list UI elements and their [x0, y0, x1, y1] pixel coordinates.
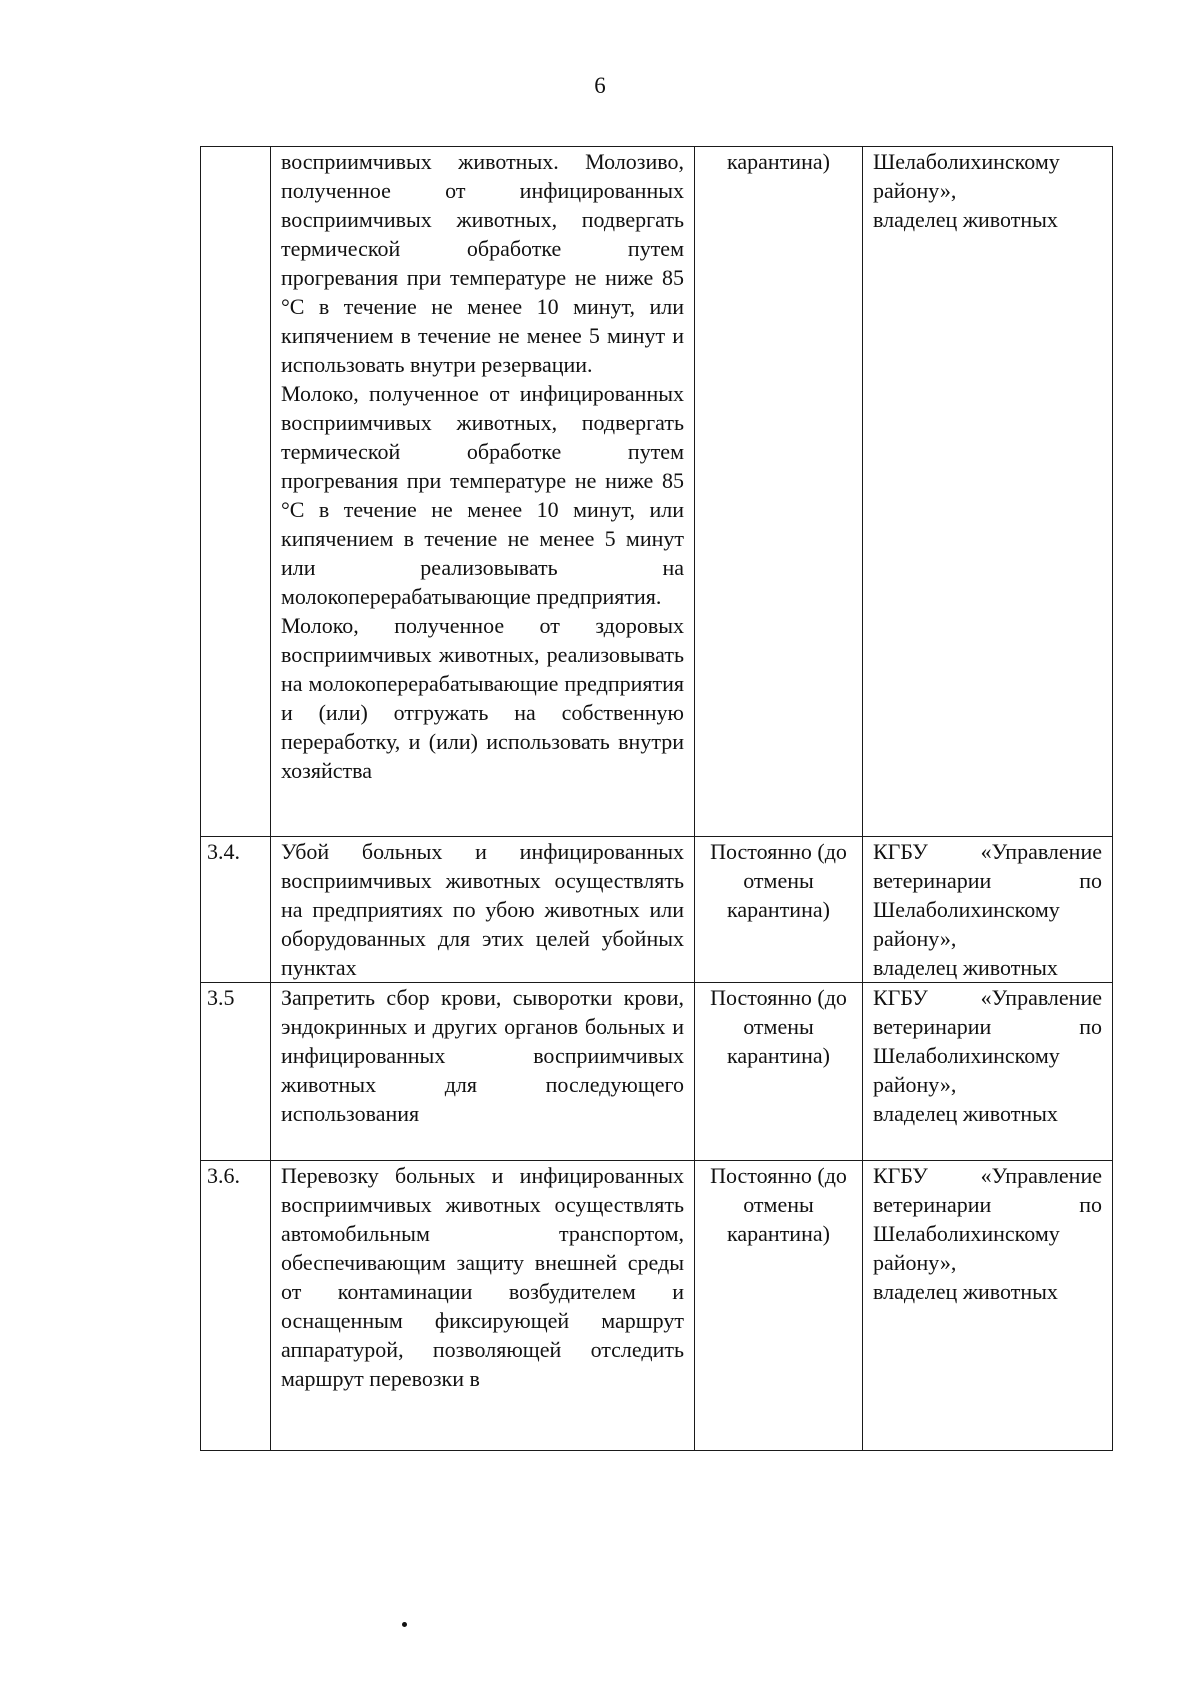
- term-cell: Постоянно (до отмены карантина): [695, 983, 863, 1161]
- measure-paragraph: Молоко, полученное от инфицированных восприимчивых животных, подвергать термической обработке путем прогревания при температуре не ниже 85 °С в течение не менее 10 минут, или кипячением в течение не менее 5 минут или реализовывать на молокоперерабатывающие предприятия.: [281, 381, 684, 609]
- scan-dot-mark: [402, 1622, 407, 1627]
- measure-paragraph: Молоко, полученное от здоровых восприимчивых животных, реализовывать на молокоперерабатывающие предприятия и (или) отгружать на собственную переработку, и (или) использовать внутри хозяйства: [281, 613, 684, 783]
- responsible-line: КГБУ «Управление ветеринарии по Шелаболихинскому району»,: [873, 839, 1102, 951]
- measure-paragraph: Убой больных и инфицированных восприимчивых животных осуществлять на предприятиях по убою животных или оборудованных для этих целей убойных пунктах: [281, 839, 684, 980]
- term-cell: карантина): [695, 147, 863, 837]
- responsible-line: КГБУ «Управление ветеринарии по Шелаболихинскому району»,: [873, 1163, 1102, 1275]
- measure-cell: [271, 1161, 695, 1451]
- responsible-line: владелец животных: [873, 1279, 1058, 1304]
- responsible-line: КГБУ «Управление ветеринарии по Шелаболихинскому району»,: [873, 985, 1102, 1097]
- responsible-cell: [863, 1161, 1113, 1451]
- row-number-cell: 3.5: [201, 983, 271, 1161]
- measures-table: [200, 146, 1113, 1451]
- row-number-cell: 3.4.: [201, 837, 271, 983]
- table-row: [201, 147, 1113, 837]
- responsible-cell: [863, 147, 1113, 837]
- measure-cell: [271, 147, 695, 837]
- term-cell: Постоянно (до отмены карантина): [695, 837, 863, 983]
- table-row: [201, 983, 1113, 1161]
- measure-paragraph: восприимчивых животных. Молозиво, полученное от инфицированных восприимчивых животных, подвергать термической обработке путем прогревания при температуре не ниже 85 °С в течение не менее 10 минут, или кипячением в течение не менее 5 минут и использовать внутри резервации.: [281, 149, 684, 377]
- responsible-cell: [863, 837, 1113, 983]
- measure-cell: [271, 983, 695, 1161]
- page-number: 6: [594, 73, 606, 98]
- term-cell: Постоянно (до отмены карантина): [695, 1161, 863, 1451]
- row-number-cell: [201, 147, 271, 837]
- measure-paragraph: Запретить сбор крови, сыворотки крови, эндокринных и других органов больных и инфицированных восприимчивых животных для последующего использования: [281, 985, 684, 1126]
- measure-paragraph: Перевозку больных и инфицированных восприимчивых животных осуществлять автомобильным транспортом, обеспечивающим защиту внешней среды от контаминации возбудителем и оснащенным фиксирующей маршрут аппаратурой, позволяющей отследить маршрут перевозки в: [281, 1163, 684, 1391]
- responsible-line: владелец животных: [873, 207, 1058, 232]
- responsible-line: владелец животных: [873, 955, 1058, 980]
- responsible-line: Шелаболихинскому району»,: [873, 149, 1060, 203]
- responsible-cell: [863, 983, 1113, 1161]
- row-number-cell: 3.6.: [201, 1161, 271, 1451]
- table-row: [201, 1161, 1113, 1451]
- responsible-line: владелец животных: [873, 1101, 1058, 1126]
- measure-cell: [271, 837, 695, 983]
- table-row: [201, 837, 1113, 983]
